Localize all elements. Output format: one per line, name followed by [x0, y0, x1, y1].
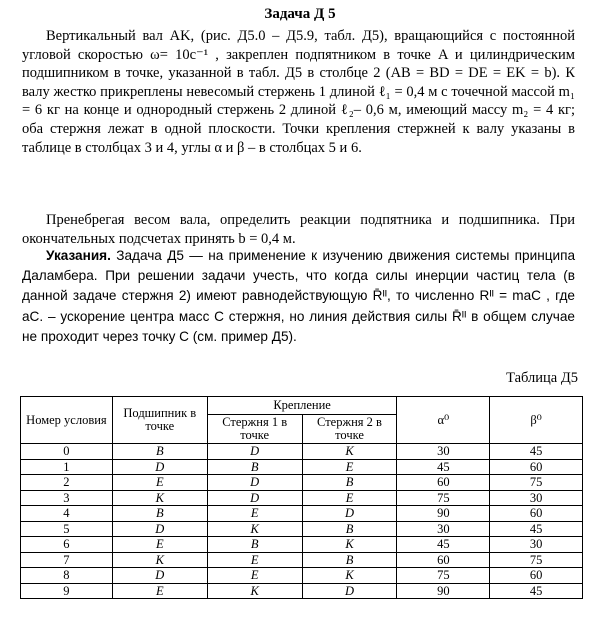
- rod1-cell: B: [207, 537, 302, 553]
- alpha-cell: 90: [397, 583, 490, 599]
- bearing-cell: K: [112, 552, 207, 568]
- header-alpha: α⁰: [397, 397, 490, 444]
- rod1-cell: B: [207, 459, 302, 475]
- condition-number-cell: 9: [21, 583, 113, 599]
- rod2-cell: B: [302, 475, 397, 491]
- table-row: [21, 459, 583, 475]
- rod1-cell: D: [207, 475, 302, 491]
- bearing-cell: B: [112, 444, 207, 460]
- bearing-cell: E: [112, 475, 207, 491]
- beta-cell: 75: [490, 475, 583, 491]
- beta-cell: 60: [490, 506, 583, 522]
- table-row: [21, 490, 583, 506]
- rod1-cell: E: [207, 568, 302, 584]
- bearing-cell: E: [112, 583, 207, 599]
- alpha-cell: 30: [397, 521, 490, 537]
- condition-number-cell: 7: [21, 552, 113, 568]
- instructions-text: Задача Д5 — на применение к изучению движения системы принципа Даламбера. При решении задачи учесть, что когда силы инерции частиц тела (в данной задаче стержня 2) имеют равнодействующую R̄ᴵᴵ, то численно Rᴵᴵ = maC , где aC. – ускорение центра масс C стержня, но линия действия силы R̄ᴵᴵ в общем случае не проходит через точку C (см. пример Д5).: [22, 248, 576, 344]
- rod2-cell: B: [302, 521, 397, 537]
- bearing-cell: D: [112, 459, 207, 475]
- rod2-cell: D: [302, 506, 397, 522]
- table-row: [21, 521, 583, 537]
- condition-number-cell: 0: [21, 444, 113, 460]
- header-condition: Номер условия: [21, 397, 113, 444]
- problem-statement: Вертикальный вал AK, (рис. Д5.0 – Д5.9, табл. Д5), вращающийся с постоянной угловой скоростью ω= 10с⁻¹ , закреплен подпятником в точке A и цилиндрическим подшипником в точке, указанной в табл. Д5 в столбце 2 (AB = BD = DE = EK = b). К валу жестко прикреплены невесомый стержень 1 длиной ℓ₁ = 0,4 м с точечной массой m₁ = 6 кг на конце и однородный стержень 2 длиной ℓ₂– 0,6 м, имеющий массу m₂ = 4 кг; оба стержня лежат в одной плоскости. Точки крепления стержней к валу указаны в таблице в столбцах 3 и 4, углы α и β – в столбцах 5 и 6.: [22, 28, 575, 156]
- rod1-cell: D: [207, 490, 302, 506]
- rod1-cell: D: [207, 444, 302, 460]
- table-row: [21, 475, 583, 491]
- table-caption: Таблица Д5: [506, 370, 578, 386]
- beta-cell: 30: [490, 490, 583, 506]
- rod2-cell: E: [302, 490, 397, 506]
- bearing-cell: D: [112, 521, 207, 537]
- beta-cell: 75: [490, 552, 583, 568]
- beta-cell: 45: [490, 583, 583, 599]
- condition-number-cell: 2: [21, 475, 113, 491]
- header-bearing: Подшипник в точке: [112, 397, 207, 444]
- task-statement: Пренебрегая весом вала, определить реакции подпятника и подшипника. При окончательных подсчетах принять b = 0,4 м.: [22, 212, 575, 247]
- alpha-cell: 45: [397, 537, 490, 553]
- table-row: [21, 444, 583, 460]
- rod2-cell: B: [302, 552, 397, 568]
- rod1-cell: E: [207, 552, 302, 568]
- header-rod2: Стержня 2 в точке: [302, 415, 397, 444]
- rod1-cell: K: [207, 521, 302, 537]
- alpha-cell: 60: [397, 552, 490, 568]
- rod2-cell: E: [302, 459, 397, 475]
- table-row: [21, 568, 583, 584]
- condition-number-cell: 4: [21, 506, 113, 522]
- condition-number-cell: 8: [21, 568, 113, 584]
- condition-number-cell: 5: [21, 521, 113, 537]
- bearing-cell: B: [112, 506, 207, 522]
- problem-title: Задача Д 5: [264, 6, 336, 22]
- header-mounting: Крепление: [207, 397, 397, 415]
- instructions: [22, 246, 575, 347]
- alpha-cell: 75: [397, 490, 490, 506]
- beta-cell: 30: [490, 537, 583, 553]
- rod2-cell: K: [302, 444, 397, 460]
- rod2-cell: K: [302, 537, 397, 553]
- table-row: [21, 537, 583, 553]
- rod1-cell: K: [207, 583, 302, 599]
- header-rod1: Стержня 1 в точке: [207, 415, 302, 444]
- rod2-cell: K: [302, 568, 397, 584]
- table-row: [21, 506, 583, 522]
- data-table: [20, 396, 583, 599]
- beta-cell: 45: [490, 521, 583, 537]
- alpha-cell: 90: [397, 506, 490, 522]
- alpha-cell: 60: [397, 475, 490, 491]
- bearing-cell: K: [112, 490, 207, 506]
- header-beta: β⁰: [490, 397, 583, 444]
- rod1-cell: E: [207, 506, 302, 522]
- beta-cell: 60: [490, 568, 583, 584]
- beta-cell: 60: [490, 459, 583, 475]
- table-row: [21, 583, 583, 599]
- alpha-cell: 45: [397, 459, 490, 475]
- condition-number-cell: 6: [21, 537, 113, 553]
- condition-number-cell: 1: [21, 459, 113, 475]
- beta-cell: 45: [490, 444, 583, 460]
- rod2-cell: D: [302, 583, 397, 599]
- alpha-cell: 30: [397, 444, 490, 460]
- alpha-cell: 75: [397, 568, 490, 584]
- table-row: [21, 552, 583, 568]
- condition-number-cell: 3: [21, 490, 113, 506]
- instructions-label: Указания.: [46, 248, 111, 263]
- bearing-cell: D: [112, 568, 207, 584]
- bearing-cell: E: [112, 537, 207, 553]
